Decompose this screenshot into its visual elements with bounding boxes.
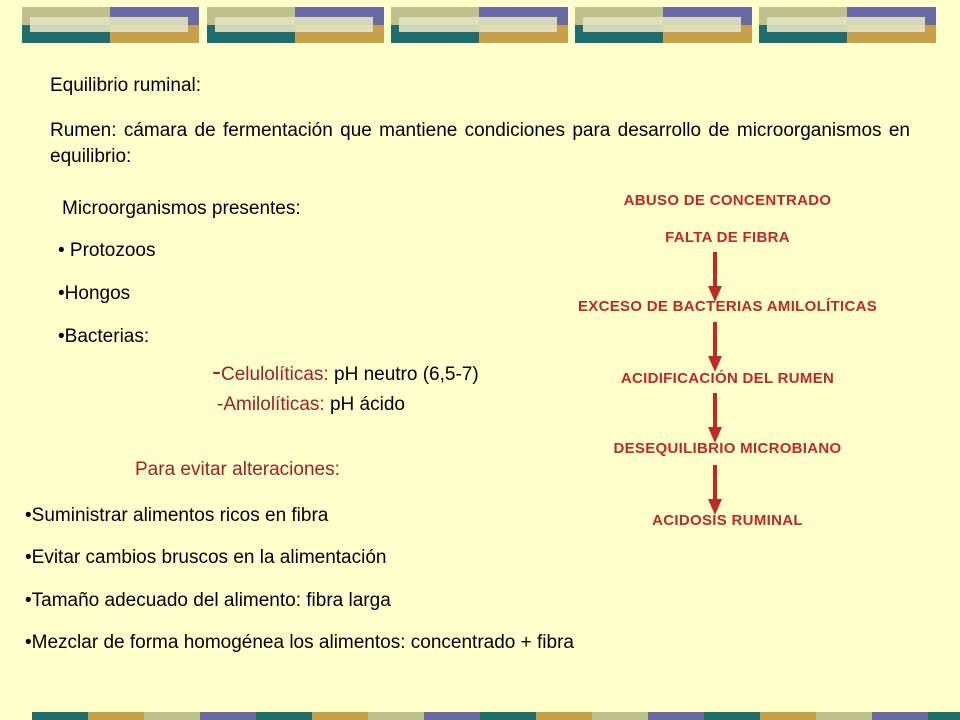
prevention-item: •Mezclar de forma homogénea los alimentos: concentrado + fibra xyxy=(25,632,574,653)
bacteria-amiloliticas xyxy=(217,394,405,416)
header-block xyxy=(759,7,936,43)
dash-prefix: - xyxy=(212,356,221,386)
header-block xyxy=(22,7,199,43)
bacteria-type: Amilolíticas: xyxy=(223,394,325,415)
flow-cause-concentrado: ABUSO DE CONCENTRADO xyxy=(623,192,832,209)
prevention-item: •Tamaño adecuado del alimento: fibra larga xyxy=(25,590,391,611)
bacteria-condition: pH ácido xyxy=(324,394,405,415)
prevention-heading: Para evitar alteraciones: xyxy=(135,459,340,480)
flow-cause-fibra: FALTA DE FIBRA xyxy=(665,229,790,246)
microorganisms-heading: Microorganismos presentes: xyxy=(62,198,301,219)
flow-arrow-down-icon xyxy=(708,322,722,372)
header-block xyxy=(391,7,568,43)
flow-step-exceso: EXCESO DE BACTERIAS AMILOLÍTICAS xyxy=(577,298,878,315)
rumen-definition: Rumen: cámara de fermentación que mantiene condiciones para desarrollo de microorganismos en equilibrio: xyxy=(50,120,910,167)
flow-step-acidosis: ACIDOSIS RUMINAL xyxy=(652,512,803,529)
flow-arrow-down-icon xyxy=(708,393,722,443)
header-block xyxy=(575,7,752,43)
prevention-item: •Evitar cambios bruscos en la alimentación xyxy=(25,547,387,568)
prevention-item: •Suministrar alimentos ricos en fibra xyxy=(25,505,329,526)
flow-step-desequilibrio: DESEQUILIBRIO MICROBIANO xyxy=(613,440,842,457)
footer-decoration xyxy=(32,712,960,720)
list-item-protozoos: • Protozoos xyxy=(58,240,156,261)
list-item-bacterias: •Bacterias: xyxy=(58,326,150,347)
list-item-hongos: •Hongos xyxy=(58,283,131,304)
header-block xyxy=(207,7,384,43)
bacteria-condition: pH neutro (6,5-7) xyxy=(328,364,479,385)
dash-prefix: - xyxy=(217,394,224,415)
flow-arrow-down-icon xyxy=(708,465,722,515)
flow-arrow-down-icon xyxy=(708,252,722,302)
bacteria-celuloliticas xyxy=(212,356,479,386)
bacteria-type: Celulolíticas: xyxy=(221,364,329,385)
slide-title: Equilibrio ruminal: xyxy=(50,75,202,96)
flow-step-acidificacion: ACIDIFICACIÓN DEL RUMEN xyxy=(620,370,835,387)
